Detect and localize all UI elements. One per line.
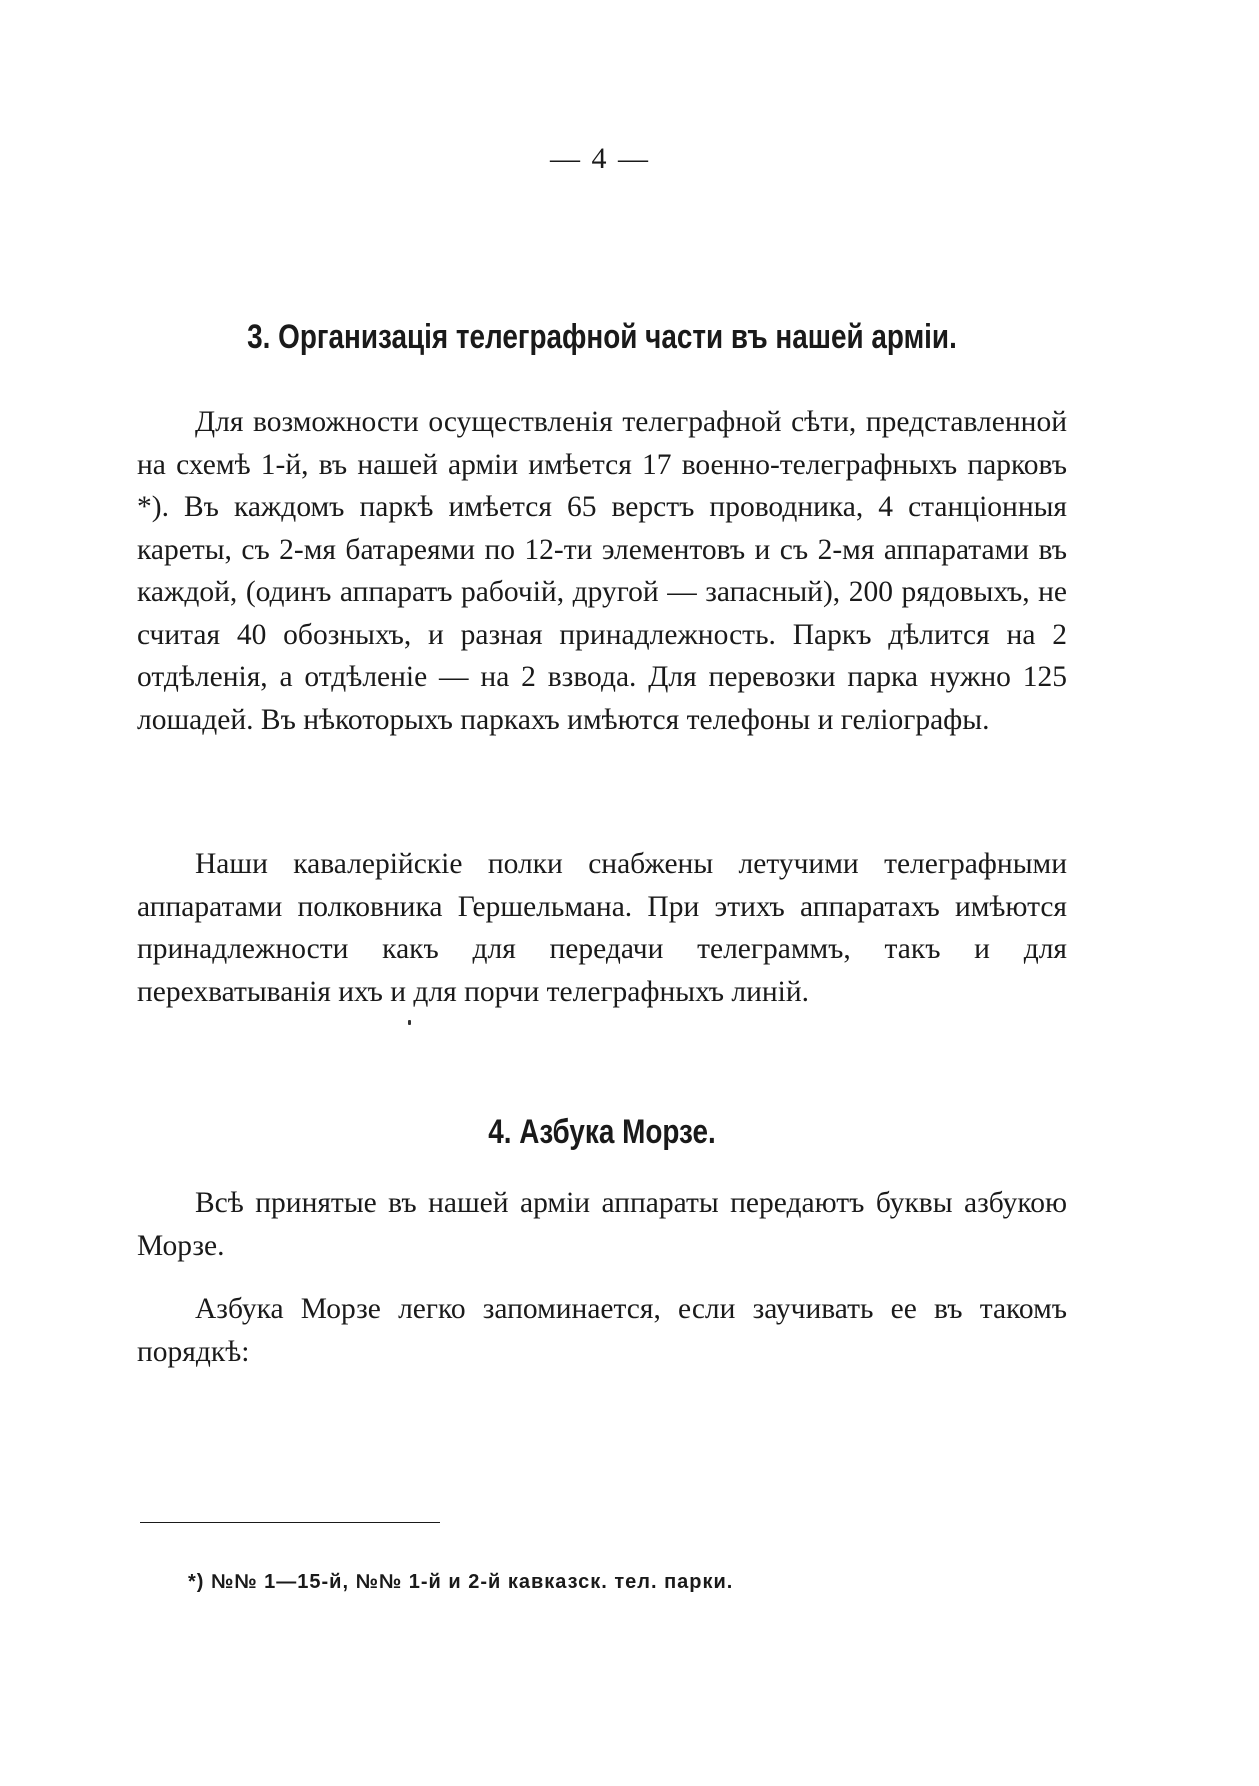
section-4-paragraph-2: Азбука Морзе легко запоминается, если заучивать ее въ такомъ порядкѣ:	[137, 1293, 1067, 1368]
footnote-divider	[140, 1522, 440, 1523]
footnote: *) №№ 1—15-й, №№ 1-й и 2-й кавказск. тел. парки.	[188, 1571, 734, 1593]
ink-speck	[408, 1020, 411, 1025]
section-4-paragraph-1: Всѣ принятые въ нашей арміи аппараты передаютъ буквы азбукою Морзе.	[137, 1187, 1067, 1262]
section-3-paragraph-1: Для возможности осуществленія телеграфной сѣти, представленной на схемѣ 1-й, въ нашей арміи имѣется 17 военно-телеграфныхъ парковъ *). Въ каждомъ паркѣ имѣется 65 верстъ проводника, 4 станціонныя кареты, съ 2-мя батареями по 12-ти элементовъ и съ 2-мя аппаратами въ каждой, (одинъ аппаратъ рабочій, другой — запасный), 200 рядовыхъ, не считая 40 обозныхъ, и разная принадлежность. Паркъ дѣлится на 2 отдѣленія, а отдѣленіе — на 2 взвода. Для перевозки парка нужно 125 лошадей. Въ нѣкоторыхъ паркахъ имѣются телефоны и геліографы.	[137, 406, 1067, 736]
section-3-paragraph-2: Наши кавалерійскіе полки снабжены летучими телеграфными аппаратами полковника Гершельмана. При этихъ аппаратахъ имѣются принадлежности какъ для передачи телеграммъ, такъ и для перехватыванія ихъ и для порчи телеграфныхъ линій.	[137, 848, 1067, 1008]
section-4-heading: 4. Азбука Морзе.	[488, 1113, 716, 1151]
page-number: — 4 —	[550, 142, 650, 175]
section-3-heading: 3. Организація телеграфной части въ нашей арміи.	[247, 318, 957, 356]
